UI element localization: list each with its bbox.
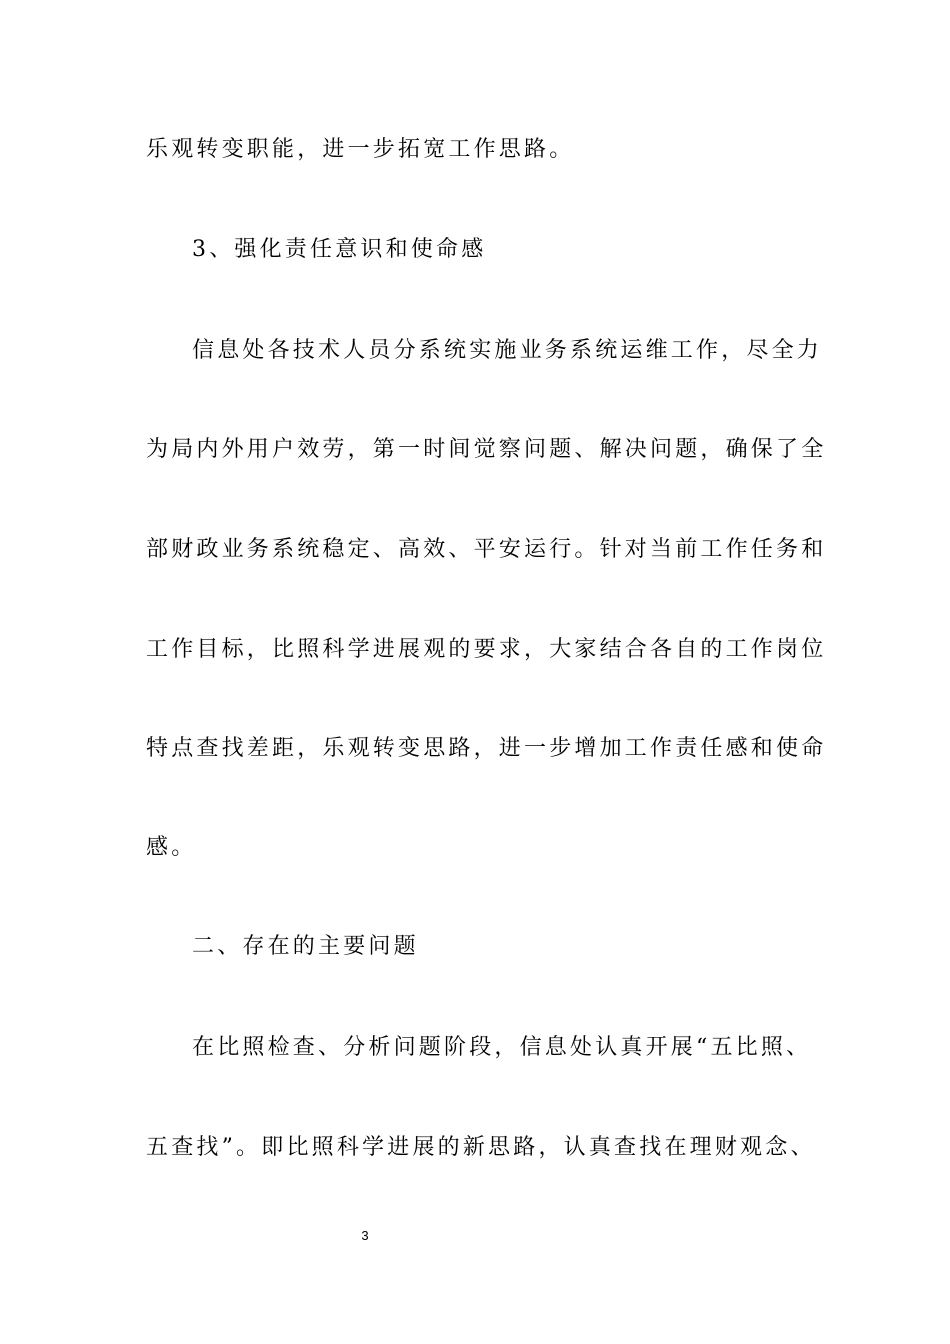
section-heading: 3、强化责任意识和使命感 xyxy=(192,237,487,262)
section-heading: 二、存在的主要问题 xyxy=(192,934,419,959)
paragraph-line: 为局内外用户效劳，第一时间觉察问题、解决问题，确保了全 xyxy=(146,437,827,462)
page-number: 3 xyxy=(361,1228,369,1243)
paragraph-line: 五查找”。即比照科学进展的新思路，认真查找在理财观念、 xyxy=(146,1135,816,1160)
paragraph-line: 特点查找差距，乐观转变思路，进一步增加工作责任感和使命 xyxy=(146,736,827,761)
paragraph-line: 感。 xyxy=(146,835,197,860)
paragraph-line: 部财政业务系统稳定、高效、平安运行。针对当前工作任务和 xyxy=(146,537,827,562)
paragraph-line: 信息处各技术人员分系统实施业务系统运维工作，尽全力 xyxy=(192,338,823,363)
paragraph-line: 乐观转变职能，进一步拓宽工作思路。 xyxy=(146,137,575,162)
paragraph-line: 工作目标，比照科学进展观的要求，大家结合各自的工作岗位 xyxy=(146,637,827,662)
paragraph-line: 在比照检查、分析问题阶段，信息处认真开展“五比照、 xyxy=(192,1035,812,1060)
